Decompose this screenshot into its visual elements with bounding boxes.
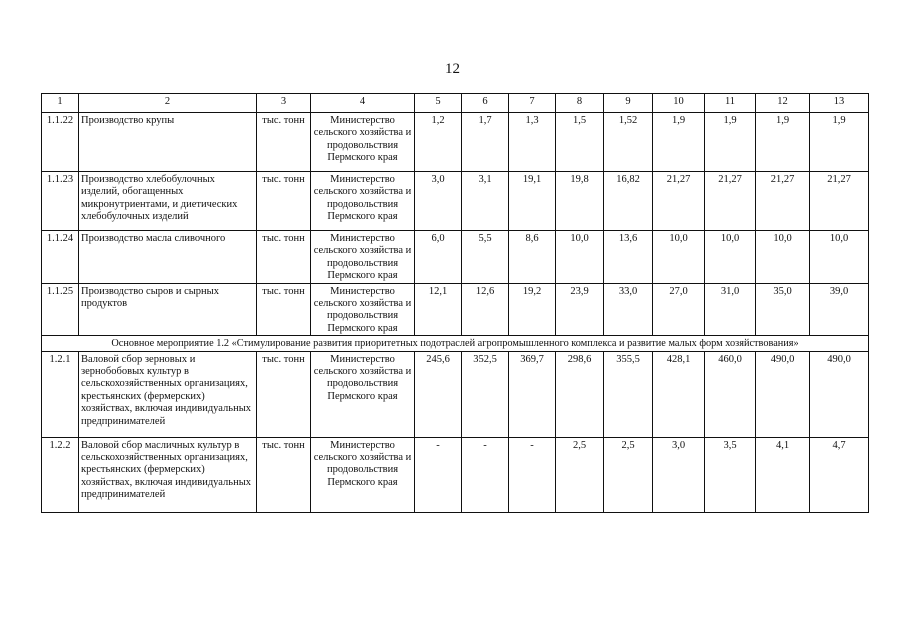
value-cell: 13,6 (604, 231, 653, 284)
value-cell: 3,0 (415, 172, 462, 231)
value-cell: 19,8 (556, 172, 604, 231)
page-number: 12 (445, 61, 460, 77)
header-cell: 13 (810, 94, 869, 113)
value-cell: 12,6 (462, 283, 509, 336)
header-cell: 1 (42, 94, 79, 113)
value-cell: 1,9 (705, 113, 756, 172)
value-cell: 4,7 (810, 437, 869, 512)
unit-cell: тыс. тонн (257, 172, 311, 231)
value-cell: 10,0 (705, 231, 756, 284)
value-cell: 21,27 (756, 172, 810, 231)
executor-cell: Министерство сельского хозяйства и продовольствия Пермского края (311, 437, 415, 512)
indicator-name: Производство сыров и сырных продуктов (79, 283, 257, 336)
value-cell: 490,0 (810, 351, 869, 437)
indicator-name: Производство хлебобулочных изделий, обогащенных микронутриентами, и диетических хлебобулочных изделий (79, 172, 257, 231)
indicator-name: Валовой сбор зерновых и зернобобовых культур в сельскохозяйственных организациях, крестьянских (фермерских) хозяйствах, включая индивидуальных предпринимателей (79, 351, 257, 437)
value-cell: 369,7 (509, 351, 556, 437)
value-cell: 460,0 (705, 351, 756, 437)
value-cell: 19,2 (509, 283, 556, 336)
value-cell: 3,1 (462, 172, 509, 231)
row-number: 1.1.24 (42, 231, 79, 284)
table-row (42, 437, 869, 512)
value-cell: 16,82 (604, 172, 653, 231)
unit-cell: тыс. тонн (257, 283, 311, 336)
header-cell: 3 (257, 94, 311, 113)
section-row (42, 336, 869, 351)
table-row (42, 172, 869, 231)
header-cell: 5 (415, 94, 462, 113)
header-cell: 8 (556, 94, 604, 113)
value-cell: 19,1 (509, 172, 556, 231)
executor-cell: Министерство сельского хозяйства и продовольствия Пермского края (311, 283, 415, 336)
value-cell: 1,7 (462, 113, 509, 172)
value-cell: 1,52 (604, 113, 653, 172)
value-cell: 298,6 (556, 351, 604, 437)
value-cell: 3,5 (705, 437, 756, 512)
indicators-table (41, 93, 869, 513)
executor-cell: Министерство сельского хозяйства и продовольствия Пермского края (311, 351, 415, 437)
value-cell: 21,27 (810, 172, 869, 231)
executor-cell: Министерство сельского хозяйства и продовольствия Пермского края (311, 113, 415, 172)
row-number: 1.1.25 (42, 283, 79, 336)
value-cell: 10,0 (556, 231, 604, 284)
table-row (42, 231, 869, 284)
executor-cell: Министерство сельского хозяйства и продовольствия Пермского края (311, 231, 415, 284)
value-cell: 3,0 (653, 437, 705, 512)
value-cell: 23,9 (556, 283, 604, 336)
table-row (42, 113, 869, 172)
value-cell: 1,3 (509, 113, 556, 172)
value-cell: 31,0 (705, 283, 756, 336)
value-cell: - (415, 437, 462, 512)
unit-cell: тыс. тонн (257, 231, 311, 284)
value-cell: 5,5 (462, 231, 509, 284)
header-cell: 9 (604, 94, 653, 113)
header-cell: 12 (756, 94, 810, 113)
value-cell: 428,1 (653, 351, 705, 437)
value-cell: 8,6 (509, 231, 556, 284)
value-cell: 27,0 (653, 283, 705, 336)
value-cell: 1,9 (810, 113, 869, 172)
table-row (42, 351, 869, 437)
header-cell: 10 (653, 94, 705, 113)
header-cell: 6 (462, 94, 509, 113)
row-number: 1.1.23 (42, 172, 79, 231)
table-row (42, 283, 869, 336)
value-cell: 245,6 (415, 351, 462, 437)
row-number: 1.2.2 (42, 437, 79, 512)
value-cell: 1,9 (653, 113, 705, 172)
value-cell: 39,0 (810, 283, 869, 336)
indicator-name: Производство масла сливочного (79, 231, 257, 284)
value-cell: 12,1 (415, 283, 462, 336)
value-cell: 33,0 (604, 283, 653, 336)
value-cell: 2,5 (604, 437, 653, 512)
value-cell: 4,1 (756, 437, 810, 512)
value-cell: 352,5 (462, 351, 509, 437)
value-cell: - (509, 437, 556, 512)
header-cell: 4 (311, 94, 415, 113)
unit-cell: тыс. тонн (257, 351, 311, 437)
value-cell: 35,0 (756, 283, 810, 336)
executor-cell: Министерство сельского хозяйства и продовольствия Пермского края (311, 172, 415, 231)
value-cell: 1,5 (556, 113, 604, 172)
row-number: 1.2.1 (42, 351, 79, 437)
value-cell: 355,5 (604, 351, 653, 437)
value-cell: 2,5 (556, 437, 604, 512)
table-header (42, 94, 869, 113)
value-cell: 6,0 (415, 231, 462, 284)
section-title: Основное мероприятие 1.2 «Стимулирование развития приоритетных подотраслей агропромышленного комплекса и развитие малых форм хозяйствования» (42, 336, 869, 351)
value-cell: 10,0 (653, 231, 705, 284)
value-cell: 1,2 (415, 113, 462, 172)
value-cell: 21,27 (653, 172, 705, 231)
value-cell: 10,0 (810, 231, 869, 284)
header-row (42, 94, 869, 113)
indicator-name: Валовой сбор масличных культур в сельскохозяйственных организациях, крестьянских (фермерских) хозяйствах, включая индивидуальных предпринимателей (79, 437, 257, 512)
unit-cell: тыс. тонн (257, 113, 311, 172)
header-cell: 11 (705, 94, 756, 113)
value-cell: - (462, 437, 509, 512)
value-cell: 1,9 (756, 113, 810, 172)
row-number: 1.1.22 (42, 113, 79, 172)
value-cell: 21,27 (705, 172, 756, 231)
header-cell: 7 (509, 94, 556, 113)
value-cell: 10,0 (756, 231, 810, 284)
unit-cell: тыс. тонн (257, 437, 311, 512)
header-cell: 2 (79, 94, 257, 113)
indicator-name: Производство крупы (79, 113, 257, 172)
value-cell: 490,0 (756, 351, 810, 437)
